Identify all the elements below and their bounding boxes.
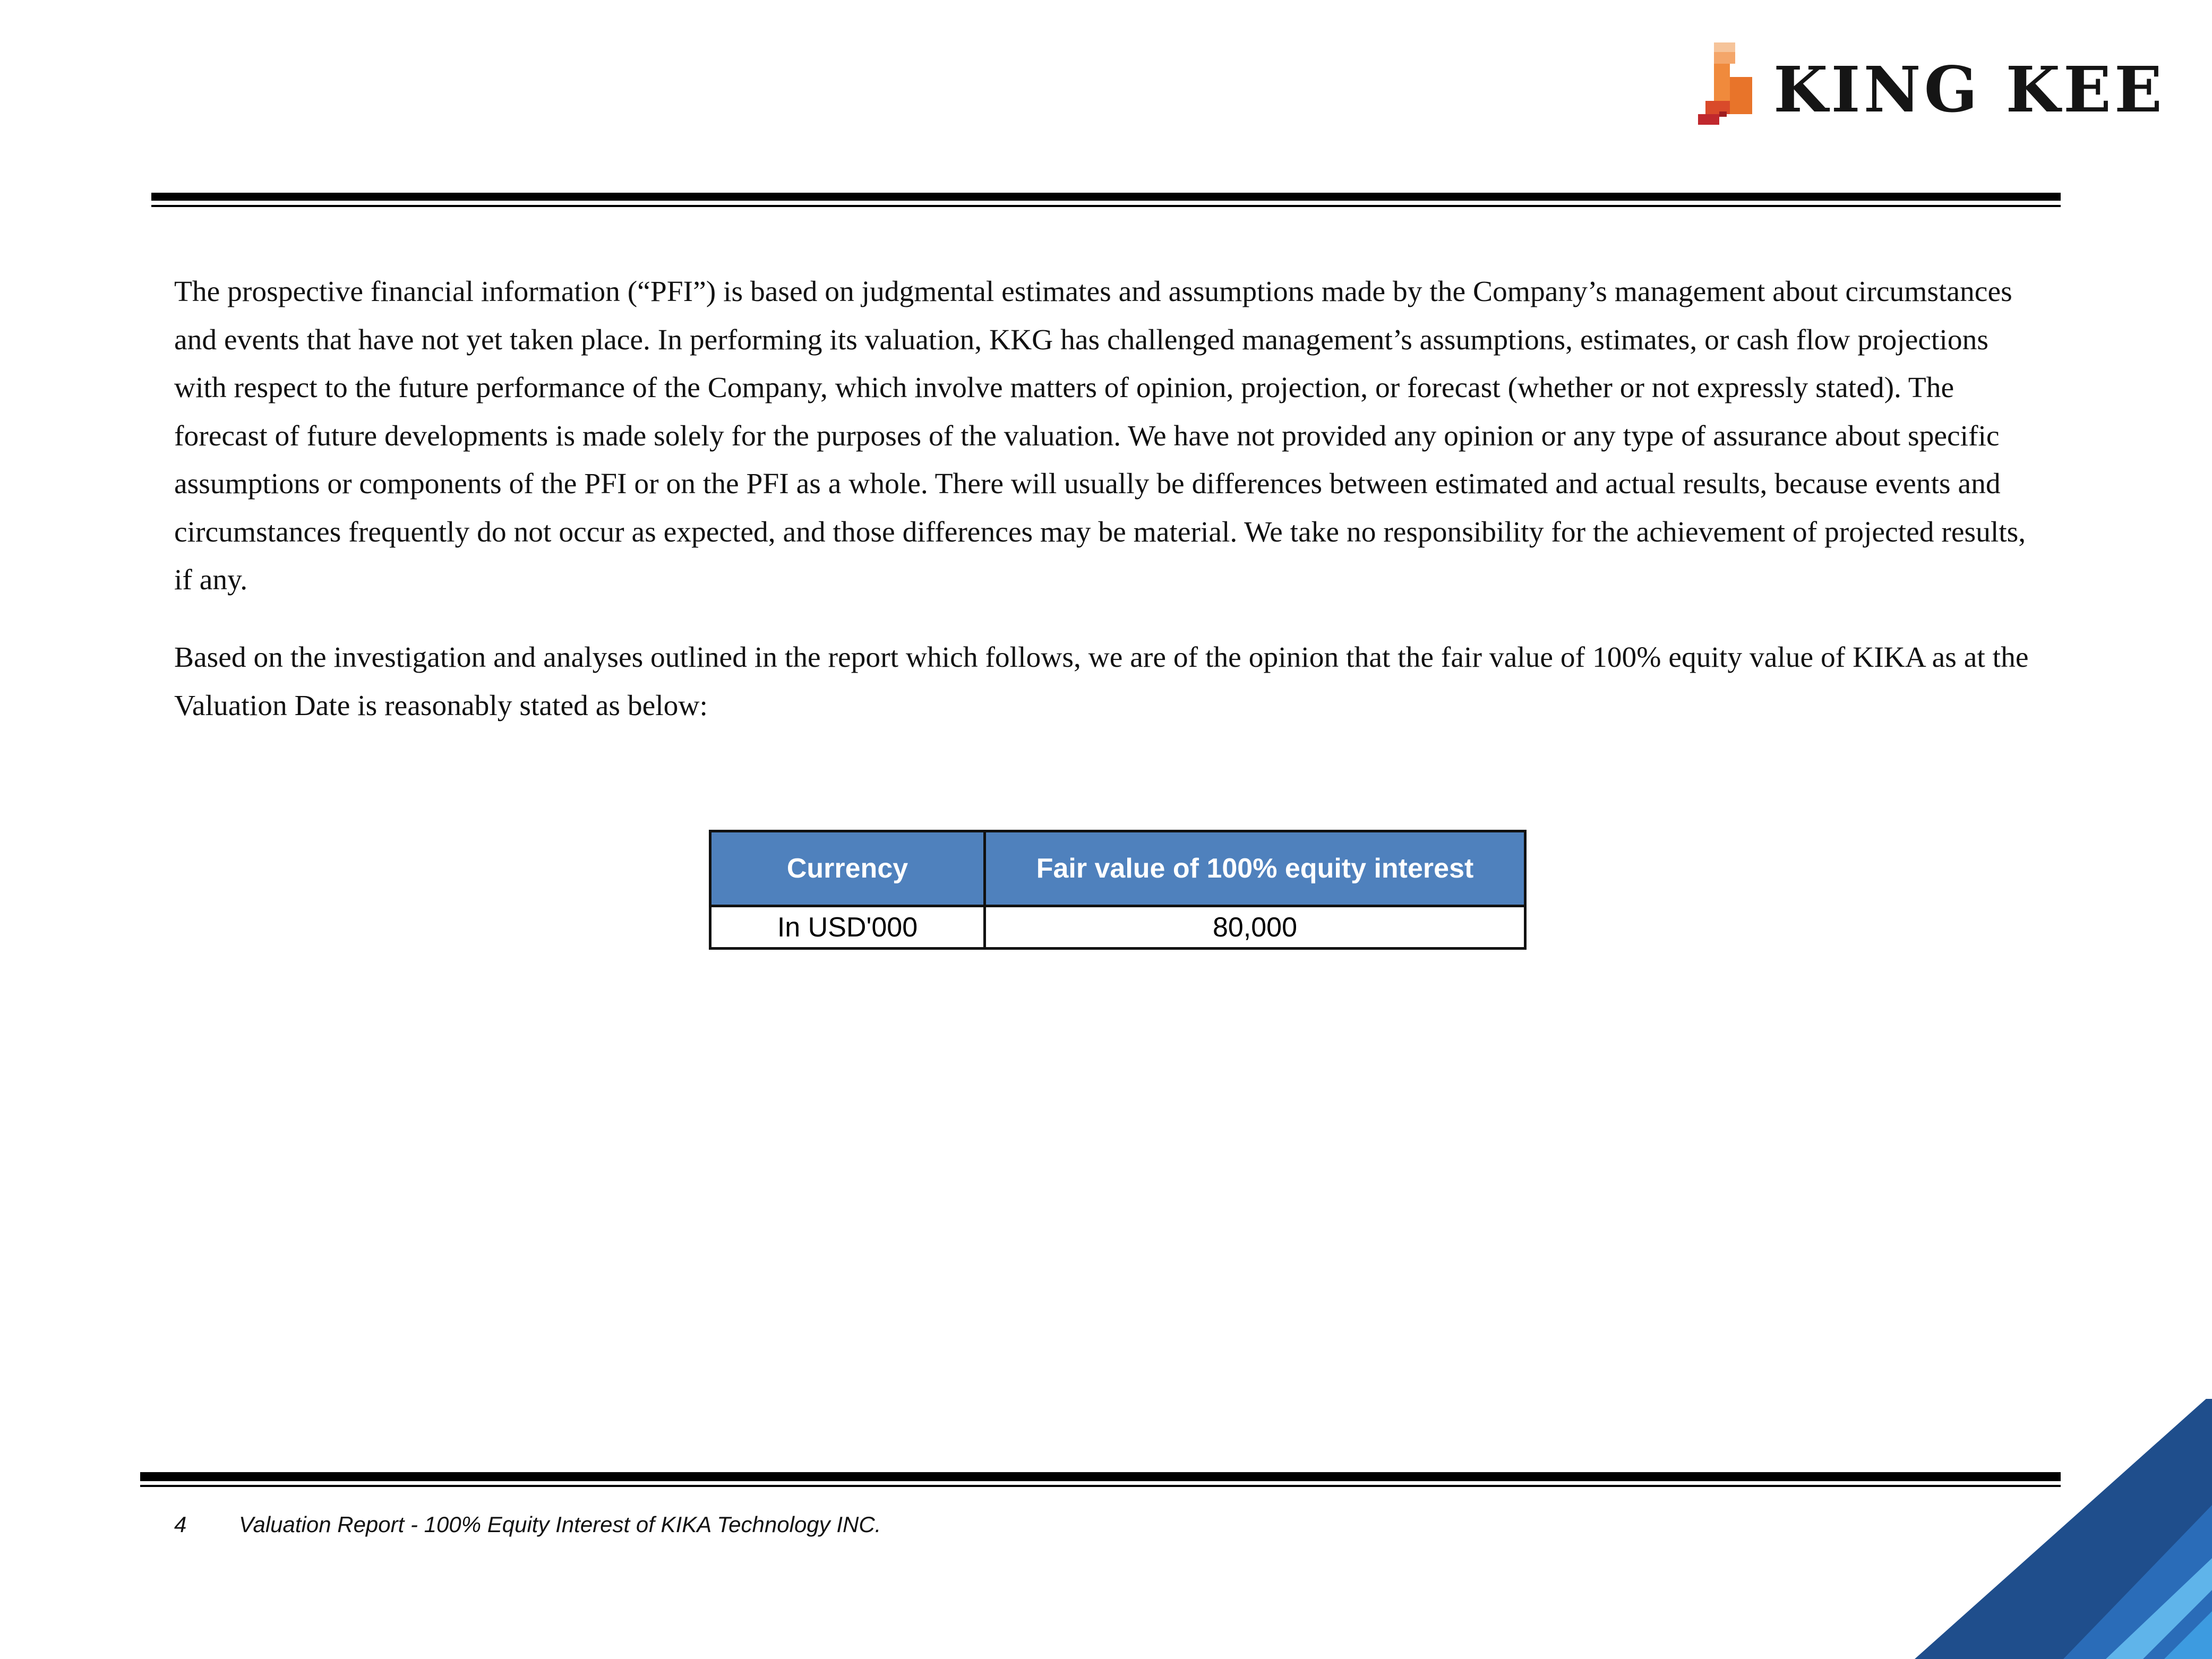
footer-rule-thick (140, 1472, 2061, 1481)
table-header-row (710, 831, 1525, 906)
header-rule-thick (151, 193, 2061, 201)
page-number: 4 (174, 1512, 187, 1537)
header-rule-thin (151, 205, 2061, 207)
paragraph-pfi-disclaimer: The prospective financial information (“PFI”) is based on judgmental estimates and assumptions made by the Company’s management about circumstances and events that have not yet taken place. In performing its valuation, KKG has challenged management’s assumptions, estimates, or cash flow projections with respect to the future performance of the Company, which involve matters of opinion, projection, or forecast (whether or not expressly stated). The forecast of future developments is made solely for the purposes of the valuation. We have not provided any opinion or any type of assurance about specific assumptions or components of the PFI or on the PFI as a whole. There will usually be differences between estimated and actual results, because events and circumstances frequently do not occur as expected, and those differences may be material. We take no responsibility for the achievement of projected results, if any. (174, 276, 2026, 596)
footer-rule-thin (140, 1485, 2061, 1487)
report-title: Valuation Report - 100% Equity Interest of KIKA Technology INC. (239, 1512, 881, 1537)
king-kee-logo (1694, 37, 2165, 133)
header-currency: Currency (710, 831, 985, 906)
logo-text: KING KEE (1773, 53, 2165, 126)
cell-currency: In USD'000 (710, 906, 985, 949)
header-fair-value: Fair value of 100% equity interest (985, 831, 1525, 906)
paragraph-valuation-opinion: Based on the investigation and analyses outlined in the report which follows, we are of the opinion that the fair value of 100% equity value of KIKA as at the Valuation Date is reasonably stated as below: (174, 641, 2029, 722)
table-row (710, 906, 1525, 949)
valuation-table (709, 830, 1527, 950)
corner-decoration (1915, 1399, 2212, 1659)
logo-mark-icon (1694, 37, 1757, 133)
cell-fair-value: 80,000 (985, 906, 1525, 949)
